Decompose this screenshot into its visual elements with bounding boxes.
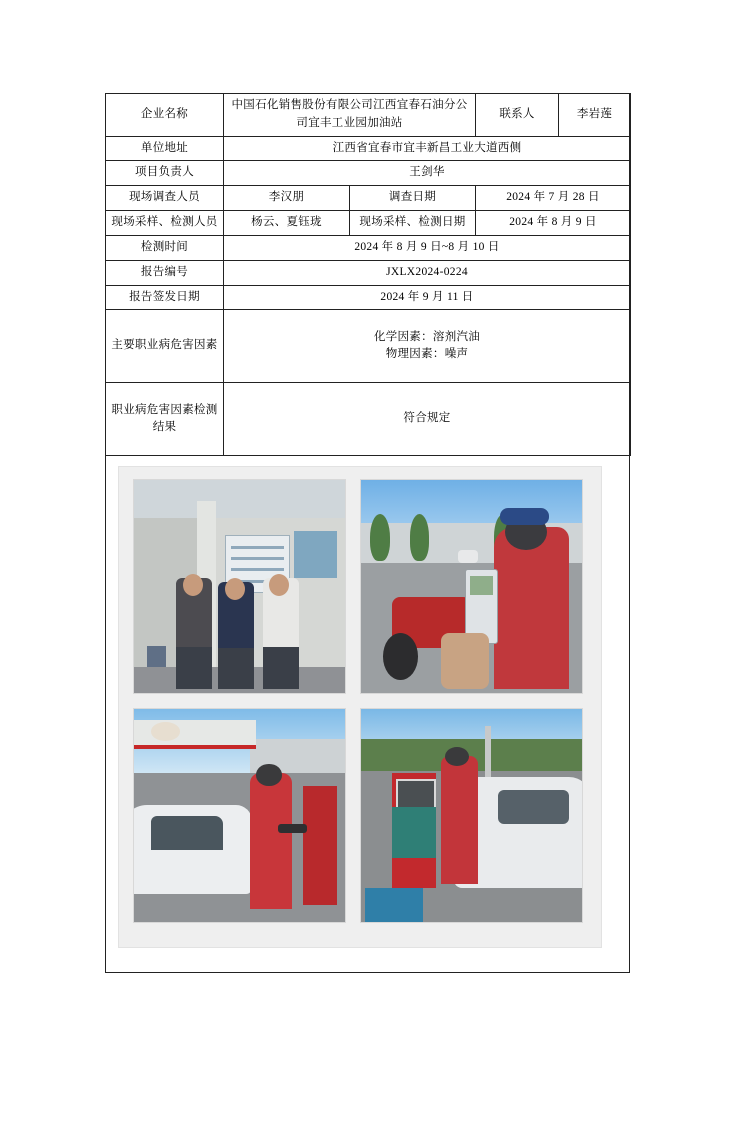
label-report-number: 报告编号	[106, 260, 224, 285]
label-contact-person: 联系人	[476, 94, 559, 137]
value-issue-date: 2024 年 9 月 11 日	[224, 285, 631, 310]
value-survey-date: 2024 年 7 月 28 日	[476, 186, 631, 211]
hazard-line-chemical: 化学因素：溶剂汽油	[373, 330, 481, 343]
label-detection-result: 职业病危害因素检测结果	[106, 383, 224, 456]
photo-refuelling-white-suv	[360, 708, 583, 923]
photo-noise-measurement-motorbike	[360, 479, 583, 694]
value-test-time: 2024 年 8 月 9 日~8 月 10 日	[224, 235, 631, 260]
label-project-leader: 项目负责人	[106, 161, 224, 186]
hazard-line-physical: 物理因素：噪声	[385, 348, 469, 361]
label-sampling-date: 现场采样、检测日期	[350, 211, 476, 236]
table-row	[106, 211, 631, 236]
photo-site-survey-staff	[133, 479, 346, 694]
label-hazard-factors: 主要职业病危害因素	[106, 310, 224, 383]
value-unit-address: 江西省宜春市宜丰新昌工业大道西侧	[224, 136, 631, 161]
label-unit-address: 单位地址	[106, 136, 224, 161]
enterprise-info-table	[105, 93, 631, 456]
photo-grid	[133, 479, 583, 931]
table-row	[106, 235, 631, 260]
table-row	[106, 186, 631, 211]
value-report-number: JXLX2024‐0224	[224, 260, 631, 285]
photo-panel	[118, 466, 602, 948]
value-sampling-date: 2024 年 8 月 9 日	[476, 211, 631, 236]
value-project-leader: 王剑华	[224, 161, 631, 186]
label-sampling-staff: 现场采样、检测人员	[106, 211, 224, 236]
table-row	[106, 94, 631, 137]
value-sampling-staff: 杨云、夏钰珑	[224, 211, 350, 236]
value-detection-result: 符合规定	[224, 383, 631, 456]
table-row	[106, 260, 631, 285]
table-row	[106, 161, 631, 186]
table-row-result	[106, 383, 631, 456]
table-row	[106, 285, 631, 310]
value-hazard-factors	[224, 310, 631, 383]
label-enterprise-name: 企业名称	[106, 94, 224, 137]
label-survey-staff: 现场调查人员	[106, 186, 224, 211]
table-row-hazard-factors	[106, 310, 631, 383]
value-survey-staff: 李汉朋	[224, 186, 350, 211]
label-survey-date: 调查日期	[350, 186, 476, 211]
label-issue-date: 报告签发日期	[106, 285, 224, 310]
value-enterprise-name: 中国石化销售股份有限公司江西宜春石油分公司宜丰工业园加油站	[224, 94, 476, 137]
label-test-time: 检测时间	[106, 235, 224, 260]
table-row	[106, 136, 631, 161]
photo-refuelling-white-car	[133, 708, 346, 923]
value-contact-person: 李岩莲	[559, 94, 631, 137]
